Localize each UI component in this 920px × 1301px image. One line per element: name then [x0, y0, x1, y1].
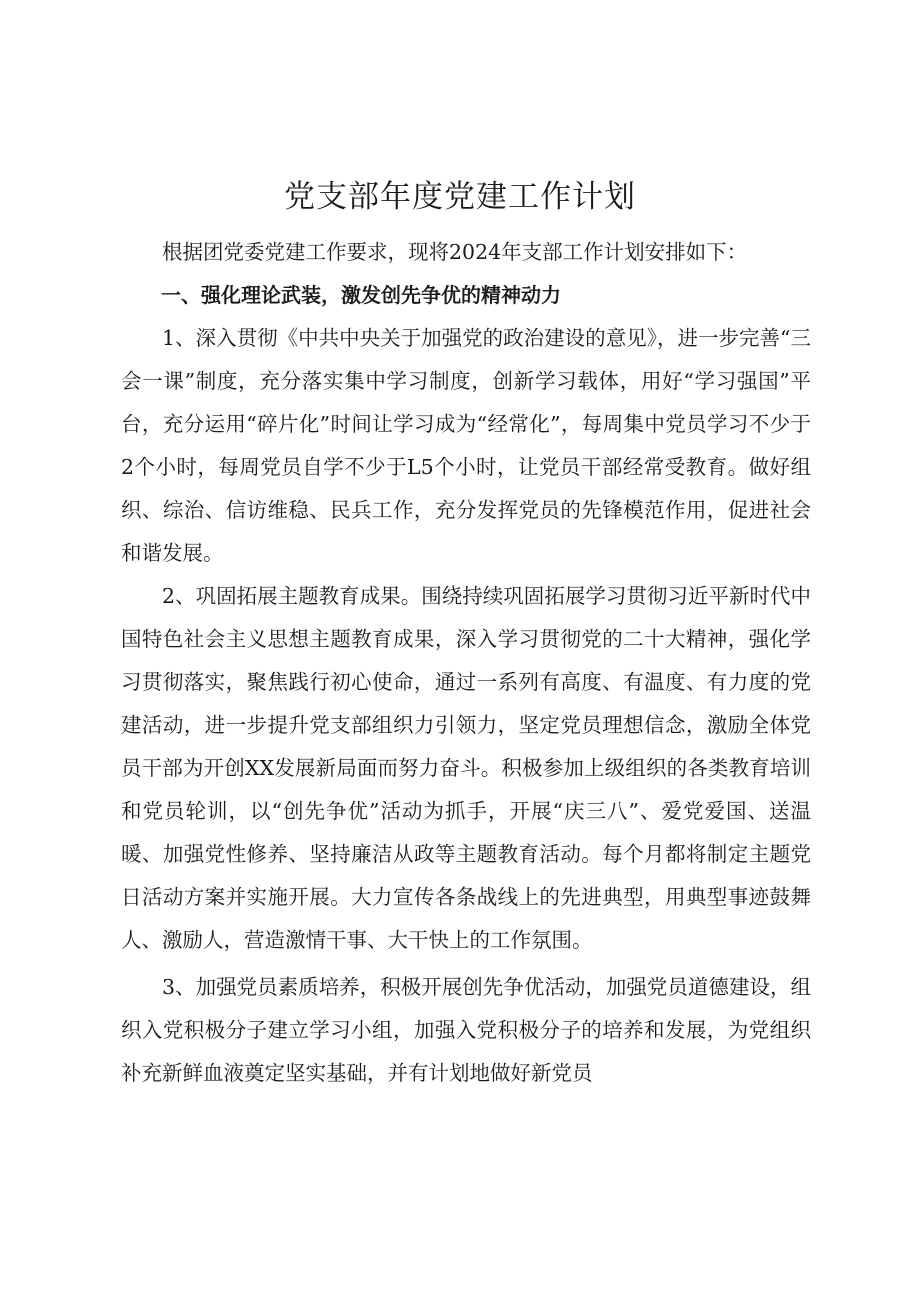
document-body: [121, 231, 811, 1095]
paragraph-1: 1、深入贯彻《中共中央关于加强党的政治建设的意见》，进一步完善“三会一课”制度，充分落实集中学习制度，创新学习载体，用好“学习强国”平台，充分运用“碎片化”时间让学习成为“经常化”，每周集中党员学习不少于2个小时，每周党员自学不少于L5个小时，让党员干部经常受教育。做好组织、综治、信访维稳、民兵工作，充分发挥党员的先锋模范作用，促进社会和谐发展。: [121, 326, 811, 565]
section-heading-1: 一、强化理论武装，激发创先争优的精神动力: [161, 283, 561, 307]
paragraph-2: 2、巩固拓展主题教育成果。围绕持续巩固拓展学习贯彻习近平新时代中国特色社会主义思想主题教育成果，深入学习贯彻党的二十大精神，强化学习贯彻落实，聚焦践行初心使命，通过一系列有高度、有温度、有力度的党建活动，进一步提升党支部组织力引领力，坚定党员理想信念，激励全体党员干部为开创XX发展新局面而努力奋斗。积极参加上级组织的各类教育培训和党员轮训，以“创先争优”活动为抓手，开展“庆三八”、爱党爱国、送温暖、加强党性修养、坚持廉洁从政等主题教育活动。每个月都将制定主题党日活动方案并实施开展。大力宣传各条战线上的先进典型，用典型事迹鼓舞人、激励人，营造激情干事、大干快上的工作氛围。: [121, 584, 811, 952]
document-title: 党支部年度党建工作计划: [284, 179, 636, 215]
intro-paragraph: 根据团党委党建工作要求，现将2024年支部工作计划安排如下：: [162, 240, 748, 264]
paragraph-3: 3、加强党员素质培养，积极开展创先争优活动，加强党员道德建设，组织入党积极分子建立学习小组，加强入党积极分子的培养和发展，为党组织补充新鲜血液奠定坚实基础，并有计划地做好新党员: [121, 975, 811, 1085]
